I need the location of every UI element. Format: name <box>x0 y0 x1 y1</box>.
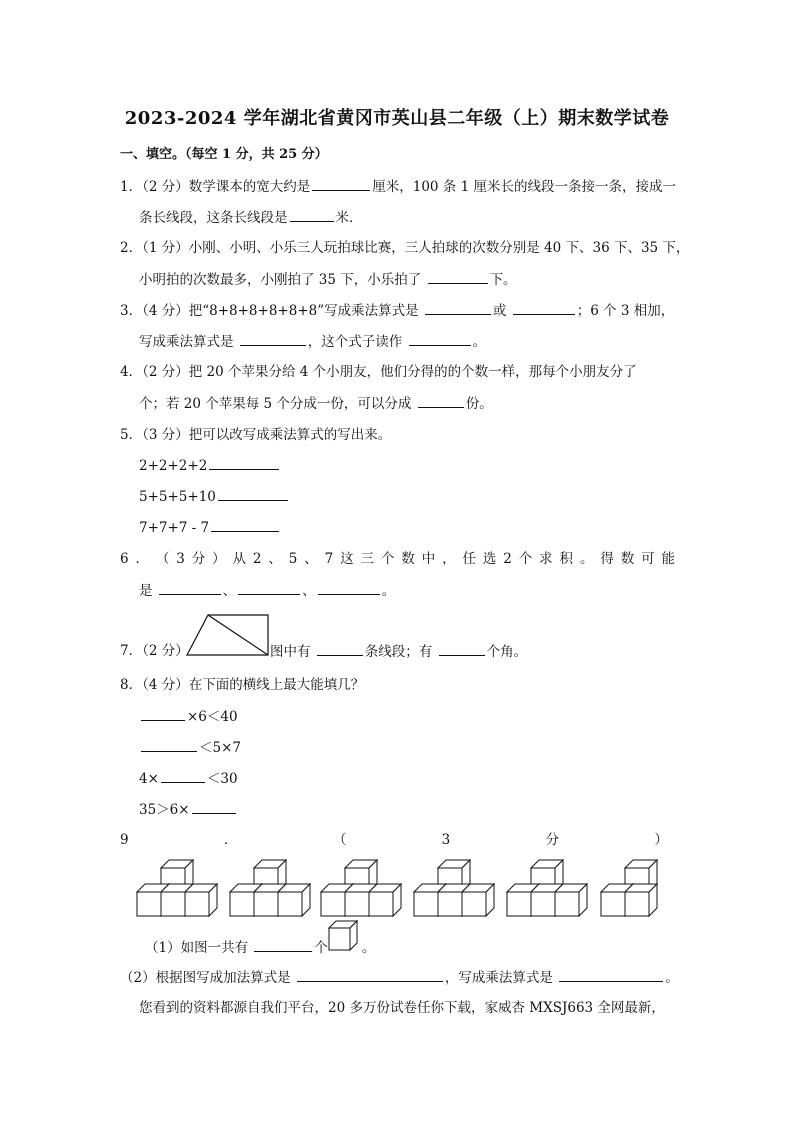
cube-stack <box>321 860 401 916</box>
cube-stacks-figure <box>135 858 675 916</box>
q4-text-b: 个；若 20 个苹果每 5 个分成一份，可以分成 <box>139 396 412 412</box>
q9-char: 分 <box>545 832 560 848</box>
answer-blank[interactable] <box>141 738 197 752</box>
answer-blank[interactable] <box>290 208 334 222</box>
q8-row <box>139 707 238 726</box>
q6-text-end: 。 <box>381 583 396 599</box>
q3-text-e: ，这个式子读作 <box>307 334 403 350</box>
q3-text-c: ；6 个 3 相加， <box>576 303 675 319</box>
q9-char: 9 <box>120 832 129 848</box>
q5-item <box>139 487 290 506</box>
answer-blank[interactable] <box>409 332 471 346</box>
q7-text-d: 个角。 <box>486 644 528 660</box>
q6-char: 、 <box>304 551 318 567</box>
q6-char: （ <box>155 551 170 567</box>
q1-text-a: 1．（2 分）数学课本的宽大约是 <box>120 179 311 195</box>
q1-text-b: 厘米，100 条 1 厘米长的线段一条接一条，接成一 <box>372 179 676 195</box>
answer-blank[interactable] <box>559 968 663 982</box>
cube-stack <box>414 860 494 916</box>
q3-text-f: 。 <box>472 334 487 350</box>
answer-blank[interactable] <box>238 581 300 595</box>
q8-row-text: 4× <box>139 771 159 787</box>
question-3-line-1 <box>120 301 674 320</box>
q6-char: 求 <box>539 551 553 567</box>
question-2-line-1: 2．（1 分）小刚、小明、小乐三人玩拍球比赛，三人拍球的次数分别是 40 下、36 下、35 下， <box>120 240 690 256</box>
q6-char: 个 <box>380 551 395 567</box>
q6-char: 3 <box>176 551 185 567</box>
q8-row <box>139 800 238 819</box>
footer-notice: 您看到的资料都源自我们平台，20 多万份试卷任你下载，家威杏 MXSJ663 全网最新， <box>139 1000 665 1016</box>
q6-char: 得 <box>600 551 614 567</box>
q3-text-d: 写成乘法算式是 <box>139 334 234 350</box>
answer-blank[interactable] <box>161 769 205 783</box>
question-7-text <box>270 642 527 661</box>
q4-text-c: 份。 <box>465 396 493 412</box>
question-4-line-1: 4．（2 分）把 20 个苹果分给 4 个小朋友，他们分得的的个数一样，那每个小朋友分了 <box>120 364 637 380</box>
q7-text-c: 条线段；有 <box>364 644 433 660</box>
q6-char: 2 <box>503 551 512 567</box>
q9-char: ） <box>654 832 668 848</box>
q6-char: 三 <box>360 551 375 567</box>
q6-char: ， <box>442 551 456 567</box>
trapezoid-figure <box>186 614 270 656</box>
answer-blank[interactable] <box>425 301 491 315</box>
q9-char: 3 <box>441 832 451 848</box>
question-6-line-2 <box>139 581 395 600</box>
q1-text-c: 条长线段，这条长线段是 <box>139 210 288 226</box>
q6-char: 、 <box>268 551 282 567</box>
answer-blank[interactable] <box>192 800 236 814</box>
q6-char: 积 <box>559 551 574 567</box>
answer-blank[interactable] <box>141 707 185 721</box>
separator: 、 <box>302 583 316 599</box>
question-7-label: 7．（2 分） <box>120 643 189 659</box>
separator: 、 <box>222 583 237 599</box>
q6-char: ） <box>212 551 226 567</box>
question-8-text: 8．（4 分）在下面的横线上最大能填几？ <box>120 677 365 693</box>
answer-blank[interactable] <box>159 581 221 595</box>
q5-item <box>139 518 281 537</box>
cube-stack <box>137 860 217 916</box>
q9-p2-text-b: ，写成乘法算式是 <box>444 970 553 986</box>
q6-char: 从 <box>232 551 247 567</box>
q6-char: 这 <box>340 551 354 567</box>
q9-part-2 <box>120 968 679 987</box>
q9-p2-text-c: 。 <box>665 970 679 986</box>
q8-row-text: ×6＜40 <box>187 709 238 725</box>
question-2-line-2 <box>139 270 517 289</box>
answer-blank[interactable] <box>418 394 464 408</box>
question-1-line-1 <box>120 177 676 196</box>
q2-text-b: 小明拍的次数最多，小刚拍了 35 下，小乐拍了 <box>139 272 422 288</box>
q6-char: 中 <box>421 551 436 567</box>
q3-text-b: 或 <box>492 303 507 319</box>
q7-text-b: 图中有 <box>270 644 311 660</box>
question-9-header <box>120 831 668 849</box>
question-6-line-1 <box>120 550 675 568</box>
answer-blank[interactable] <box>240 332 306 346</box>
question-1-line-2 <box>139 208 363 227</box>
answer-blank[interactable] <box>254 938 312 952</box>
q8-row-text: 35＞6× <box>139 802 190 818</box>
q6-char: 任 <box>462 551 476 567</box>
cube-stack <box>601 860 657 916</box>
section-heading: 一、填空。（每空 1 分，共 25 分） <box>120 147 328 162</box>
q9-p1-text-b: 个 <box>314 940 328 956</box>
q1-text-d: 米． <box>335 210 363 226</box>
q6-char: 5 <box>288 551 298 567</box>
question-3-line-2 <box>139 332 486 351</box>
cube-stack <box>230 860 310 916</box>
q5-item <box>139 456 281 475</box>
q6-char: 选 <box>482 551 497 567</box>
answer-blank[interactable] <box>218 487 288 501</box>
q5-item-text: 5+5+5+10 <box>139 489 216 505</box>
q3-text-a: 3．（4 分）把“8+8+8+8+8+8”写成乘法算式是 <box>120 303 419 319</box>
q5-item-text: 2+2+2+2 <box>139 458 208 474</box>
q8-row-text: ＜30 <box>206 771 238 787</box>
q9-p1-text-a: （1）如图一共有 <box>145 940 249 956</box>
answer-blank[interactable] <box>318 581 380 595</box>
cube-icon <box>328 920 358 952</box>
q6-char: 个 <box>518 551 533 567</box>
q6-text-b: 是 <box>139 583 153 599</box>
q6-char: 。 <box>579 551 594 567</box>
q6-char: 数 <box>401 551 415 567</box>
answer-blank[interactable] <box>513 301 575 315</box>
answer-blank[interactable] <box>428 270 488 284</box>
answer-blank[interactable] <box>317 642 363 656</box>
question-4-line-2 <box>139 394 493 413</box>
answer-blank[interactable] <box>297 968 443 982</box>
q9-p2-text-a: （2）根据图写成加法算式是 <box>120 970 291 986</box>
answer-blank[interactable] <box>439 642 485 656</box>
answer-blank[interactable] <box>209 456 279 470</box>
page-title: 2023-2024 学年湖北省黄冈市英山县二年级（上）期末数学试卷 <box>124 108 670 129</box>
q6-char: 数 <box>620 551 635 567</box>
q9-char: （ <box>332 832 347 848</box>
q6-char: ． <box>135 551 149 567</box>
q8-row-text: ＜5×7 <box>199 740 241 756</box>
q9-char: ． <box>223 832 238 848</box>
q8-row <box>139 738 241 757</box>
q8-row <box>139 769 238 788</box>
question-5-text: 5．（3 分）把可以改写成乘法算式的写出来。 <box>120 427 392 443</box>
answer-blank[interactable] <box>312 177 370 191</box>
q9-p1-text-c: 。 <box>361 940 376 956</box>
answer-blank[interactable] <box>211 518 279 532</box>
q6-char: 可 <box>641 551 655 567</box>
q6-char: 分 <box>191 551 206 567</box>
cube-stack <box>507 860 587 916</box>
q5-item-text: 7+7+7 - 7 <box>139 520 210 536</box>
q6-char: 2 <box>252 551 262 567</box>
q6-char: 能 <box>661 551 675 567</box>
q2-text-c: 下。 <box>489 272 517 288</box>
q6-char: 7 <box>324 551 334 567</box>
q6-char: 6 <box>120 551 129 567</box>
